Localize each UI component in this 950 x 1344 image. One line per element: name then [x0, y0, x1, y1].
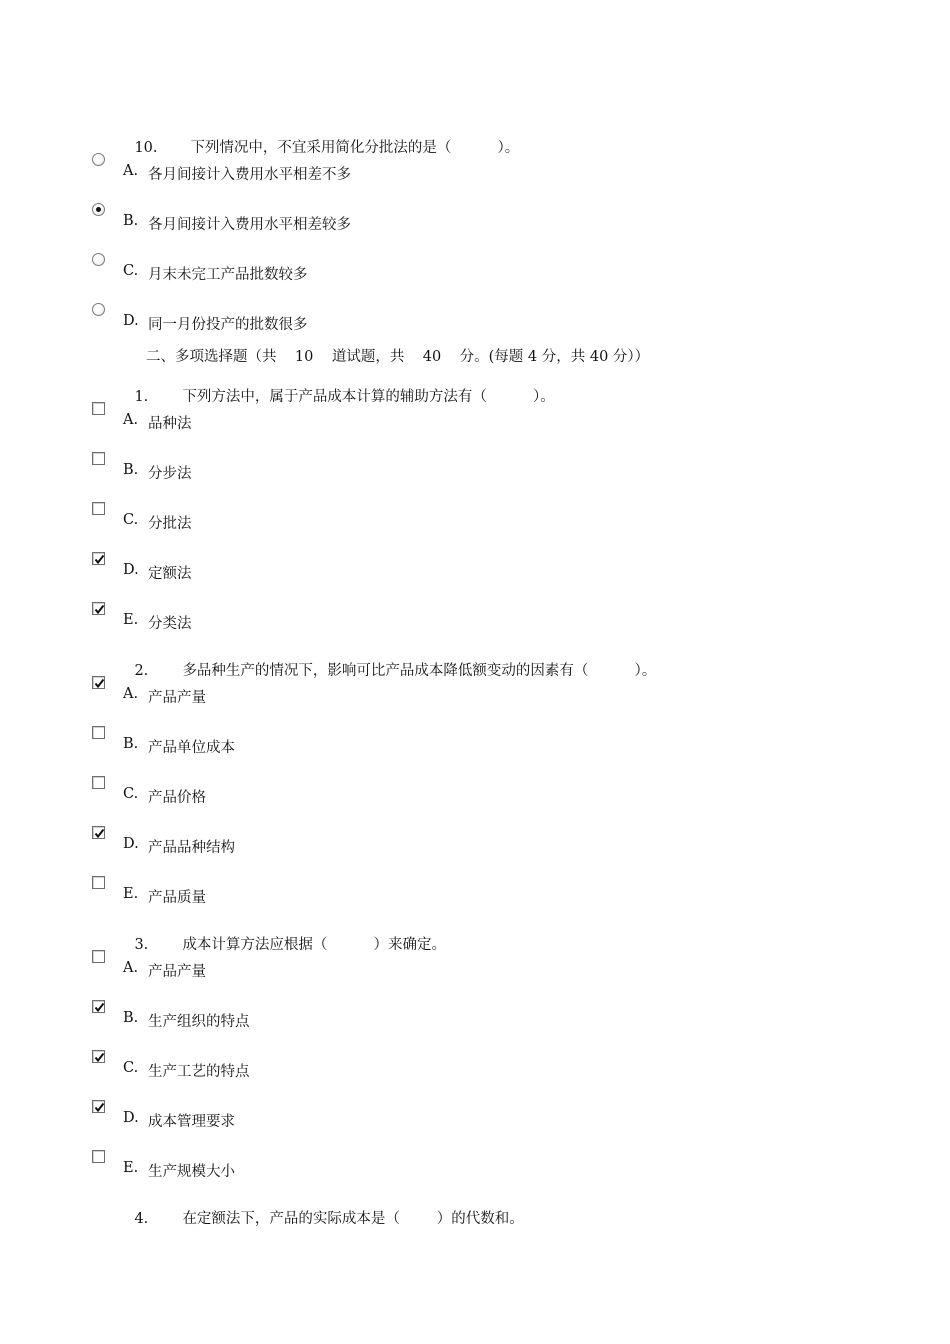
q1-option-a[interactable]	[92, 402, 812, 446]
option-text: 产品品种结构	[148, 840, 235, 856]
checkmark-icon	[93, 1051, 106, 1064]
option-letter: E.	[123, 886, 139, 902]
q10-option-a[interactable]	[92, 153, 812, 197]
option-letter: B.	[123, 736, 139, 752]
option-text: 各月间接计入费用水平相差较多	[148, 217, 351, 233]
checkbox-checked[interactable]	[92, 1050, 105, 1063]
question-number: 3.	[134, 937, 149, 953]
option-letter: B.	[123, 213, 139, 229]
option-letter: C.	[123, 1060, 139, 1076]
q2-option-a[interactable]	[92, 676, 812, 720]
checkmark-icon	[93, 1101, 106, 1114]
option-text: 分类法	[148, 616, 192, 632]
checkmark-icon	[93, 677, 106, 690]
radio-button-selected[interactable]	[92, 203, 105, 216]
option-text: 产品产量	[148, 964, 206, 980]
q10-option-d[interactable]	[92, 303, 812, 347]
q1-option-b[interactable]	[92, 452, 812, 496]
q2-option-c[interactable]	[92, 776, 812, 820]
checkbox-checked[interactable]	[92, 676, 105, 689]
option-letter: C.	[123, 263, 139, 279]
option-text: 产品价格	[148, 790, 206, 806]
checkbox-checked[interactable]	[92, 1100, 105, 1113]
checkbox-checked[interactable]	[92, 552, 105, 565]
checkmark-icon	[93, 553, 106, 566]
option-letter: C.	[123, 786, 139, 802]
option-letter: D.	[123, 562, 139, 578]
question-text: 下列方法中，属于产品成本计算的辅助方法有（ ）。	[182, 389, 555, 405]
option-letter: E.	[123, 1160, 139, 1176]
option-text: 产品单位成本	[148, 740, 235, 756]
checkbox[interactable]	[92, 776, 105, 789]
q3-option-c[interactable]	[92, 1050, 812, 1094]
q3-option-a[interactable]	[92, 950, 812, 994]
q1-option-d[interactable]	[92, 552, 812, 596]
question-text: 成本计算方法应根据（ ）来确定。	[182, 937, 447, 953]
option-letter: E.	[123, 612, 139, 628]
option-letter: C.	[123, 512, 139, 528]
checkbox-checked[interactable]	[92, 1000, 105, 1013]
option-letter: D.	[123, 1110, 139, 1126]
radio-button[interactable]	[92, 303, 105, 316]
question-number: 4.	[134, 1211, 149, 1227]
option-letter: D.	[123, 836, 139, 852]
section-heading: 二、多项选择题（共 10 道试题，共 40 分。(每题 4 分，共 40 分））	[146, 349, 650, 365]
q3-option-d[interactable]	[92, 1100, 812, 1144]
question-4	[116, 1191, 524, 1244]
checkbox-checked[interactable]	[92, 602, 105, 615]
option-letter: B.	[123, 462, 139, 478]
checkbox[interactable]	[92, 502, 105, 515]
q2-option-b[interactable]	[92, 726, 812, 770]
option-text: 分步法	[148, 466, 192, 482]
checkbox-checked[interactable]	[92, 826, 105, 839]
checkbox[interactable]	[92, 726, 105, 739]
option-text: 品种法	[148, 416, 192, 432]
checkmark-icon	[93, 827, 106, 840]
option-text: 月末未完工产品批数较多	[148, 267, 308, 283]
option-text: 产品质量	[148, 890, 206, 906]
q10-option-c[interactable]	[92, 253, 812, 297]
checkbox[interactable]	[92, 402, 105, 415]
radio-button[interactable]	[92, 253, 105, 266]
question-number: 2.	[134, 663, 149, 679]
checkbox[interactable]	[92, 1150, 105, 1163]
option-text: 成本管理要求	[148, 1114, 235, 1130]
question-text: 在定额法下，产品的实际成本是（ ）的代数和。	[182, 1211, 524, 1227]
option-letter: D.	[123, 313, 139, 329]
checkmark-icon	[93, 1001, 106, 1014]
checkbox[interactable]	[92, 876, 105, 889]
option-text: 定额法	[148, 566, 192, 582]
radio-button[interactable]	[92, 153, 105, 166]
question-number: 10.	[134, 140, 158, 156]
q2-option-e[interactable]	[92, 876, 812, 920]
q3-option-b[interactable]	[92, 1000, 812, 1044]
option-letter: A.	[123, 163, 139, 179]
option-text: 生产规模大小	[148, 1164, 235, 1180]
option-letter: B.	[123, 1010, 139, 1026]
q1-option-c[interactable]	[92, 502, 812, 546]
q2-option-d[interactable]	[92, 826, 812, 870]
option-letter: A.	[123, 686, 139, 702]
option-text: 生产组织的特点	[148, 1014, 250, 1030]
q1-option-e[interactable]	[92, 602, 812, 646]
q3-option-e[interactable]	[92, 1150, 812, 1194]
question-text: 下列情况中，不宜采用简化分批法的是（ ）。	[190, 140, 520, 156]
checkbox[interactable]	[92, 452, 105, 465]
question-text: 多品种生产的情况下，影响可比产品成本降低额变动的因素有（ ）。	[182, 663, 657, 679]
option-text: 生产工艺的特点	[148, 1064, 250, 1080]
option-text: 各月间接计入费用水平相差不多	[148, 167, 351, 183]
question-number: 1.	[134, 389, 149, 405]
option-letter: A.	[123, 960, 139, 976]
option-letter: A.	[123, 412, 139, 428]
option-text: 分批法	[148, 516, 192, 532]
checkbox[interactable]	[92, 950, 105, 963]
option-text: 同一月份投产的批数很多	[148, 317, 308, 333]
checkmark-icon	[93, 603, 106, 616]
option-text: 产品产量	[148, 690, 206, 706]
q10-option-b[interactable]	[92, 203, 812, 247]
radio-dot-icon	[96, 207, 101, 212]
